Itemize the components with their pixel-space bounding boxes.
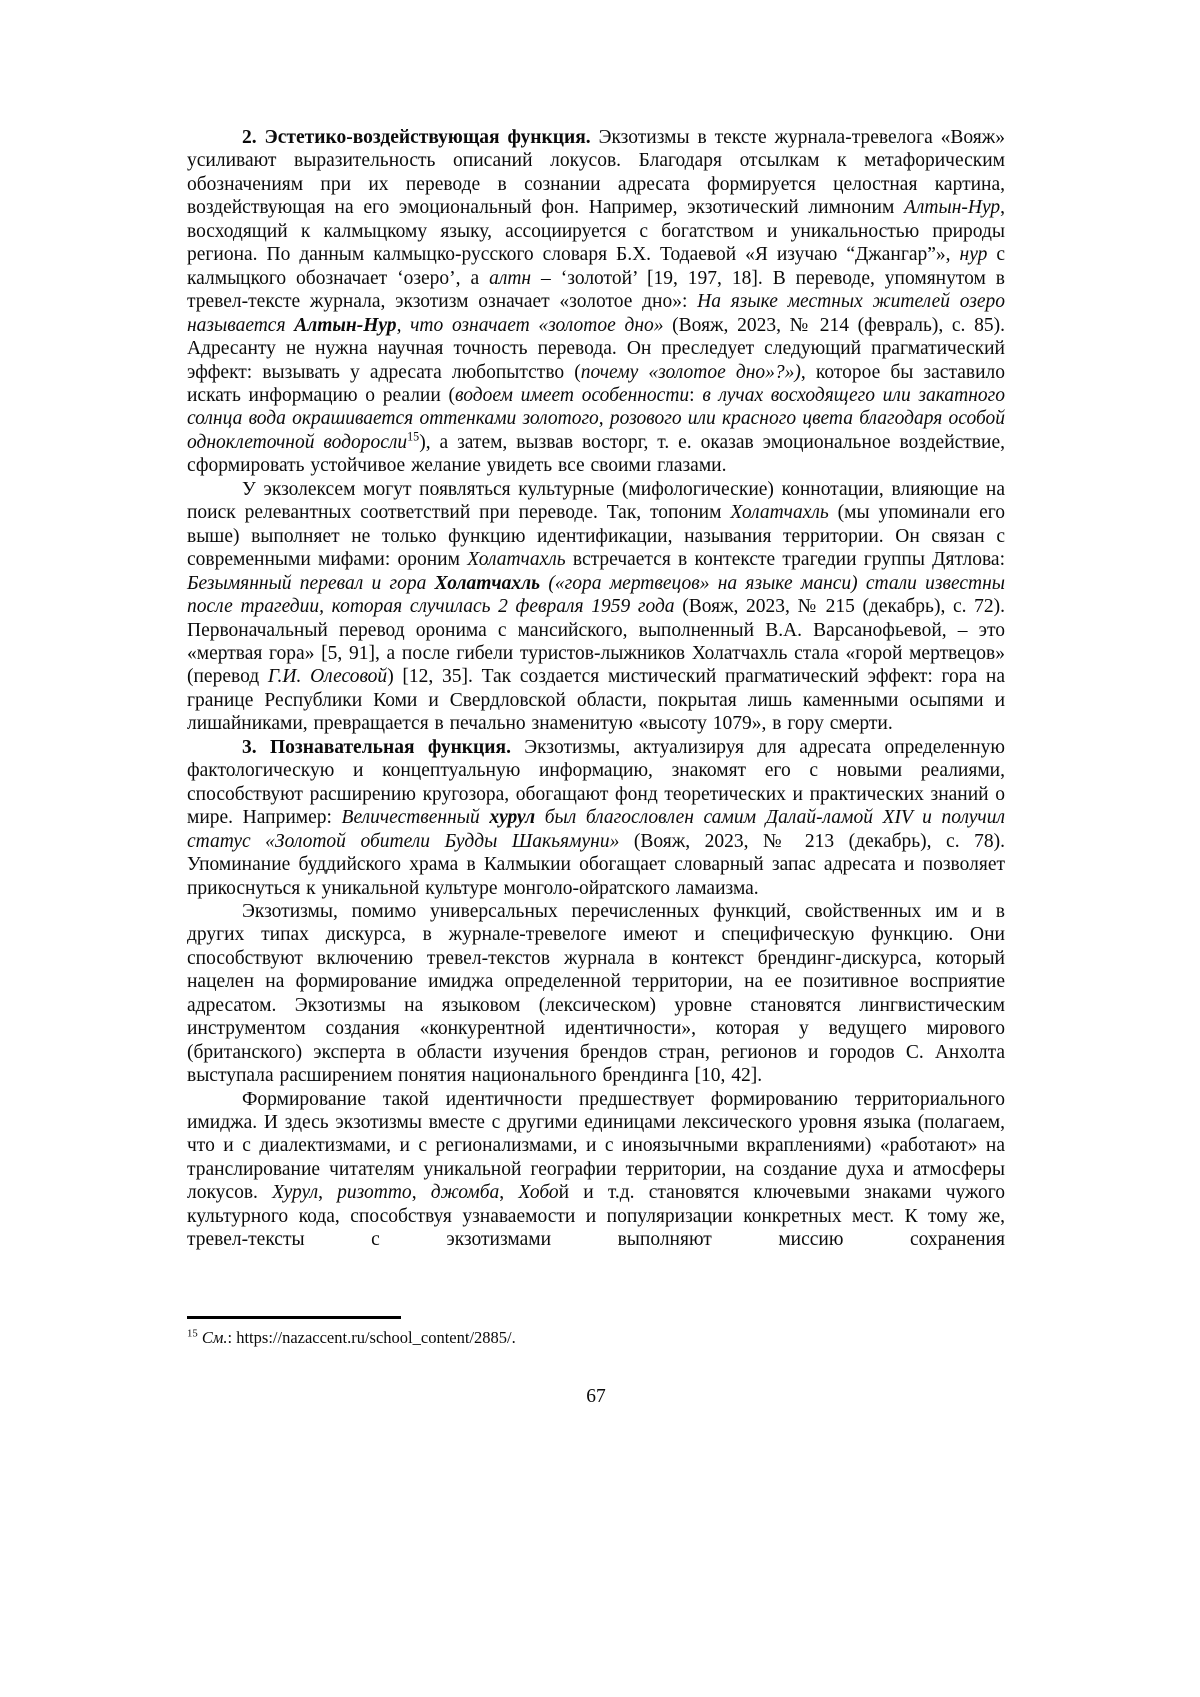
text-segment: Безымянный перевал и гора: [187, 572, 435, 594]
footnote-separator: [187, 1316, 401, 1319]
text-segment: (Вояж, 2023, № 213 (декабрь), с. 78). Упоминание буддийского храма в Калмыкии обогащает словарный запас адресата и позволяет прикоснуться к уникальной культуре монголо-ойратского ламаизма.: [187, 830, 1005, 899]
para-specific-function: [187, 900, 1005, 1088]
text-segment: ,: [499, 1182, 519, 1204]
text-segment: У экзолексем могут появляться культурные (мифологические) коннотации, влияющие на поиск релевантных соответствий при переводе. Так, топоним: [187, 478, 1005, 524]
text-segment: , что означает «золотое дно»: [396, 314, 664, 336]
footnote-reference: 15: [407, 429, 420, 444]
text-segment: На языке местных жителей озеро называется: [187, 291, 1005, 336]
text-segment: – ‘золотой’ [19, 197, 18]. В переводе, упомянутом в тревел-тексте журнала, экзотизм означает «золотое дно»:: [187, 267, 1005, 313]
text-segment: ), а затем, вызвав восторг, т. е. оказав эмоциональное воздействие, сформировать устойчивое желание увидеть все своими глазами.: [187, 431, 1005, 477]
para-aesthetic-function: [187, 126, 1005, 478]
text-segment: Холатчахль: [730, 502, 829, 524]
text-segment: ,: [411, 1182, 431, 1204]
text-segment: был благословлен самим Далай-ламой XIV и получил статус «Золотой обители Будды Шакьямуни»: [187, 807, 1005, 852]
text-segment: почему «золотое дно»?»): [580, 361, 801, 383]
text-segment: джомба: [430, 1182, 500, 1204]
footnote: [187, 1328, 1005, 1348]
text-segment: (Вояж, 2023, № 214 (февраль), с. 85). Адресанту не нужна научная точность перевода. Он преследует следующий прагматический эффект: вызывать у адресата любопытство (: [187, 314, 1005, 383]
text-segment: Экзотизмы, актуализируя для адресата определенную фактологическую и концептуальную информацию, знакомят его с новыми реалиями, способствуют расширению кругозора, обогащают фонд теоретических и практических знаний о мире. Например:: [187, 736, 1005, 829]
text-segment: алтн: [489, 267, 532, 289]
text-segment: (мы упоминали его выше) выполняет не только функцию идентификации, называния территории. Он связан с современными мифами: ороним: [187, 502, 1006, 571]
text-segment: ризотто: [337, 1182, 412, 1204]
text-segment: :: [689, 384, 703, 406]
text-segment: («гора мертвецов» на языке манси) стали известны после трагедии, которая случилась 2 февраля 1959 года: [187, 572, 1005, 618]
text-segment: нур: [959, 244, 988, 266]
text-segment: Экзотизмы в тексте журнала-тревелога «Вояж» усиливают выразительность описаний локусов. Благодаря отсылкам к метафорическим обозначениям при их переводе в сознании адресата формируется целостная картина, воздействующая на его эмоциональный фон. Например, экзотический лимноним: [187, 127, 1005, 219]
footnote-area: [187, 1316, 1005, 1348]
text-segment: Г.И. Олесовой: [267, 666, 388, 688]
para-exolexemes-connotations: [187, 478, 1005, 736]
text-segment: й и т.д. становятся ключевыми знаками чужого культурного кода, способствуя узнаваемости и популяризации конкретных мест. К тому же, тревел-тексты с экзотизмами выполняют миссию сохранения: [187, 1182, 1006, 1251]
footnote-see-label: См.: [201, 1328, 228, 1347]
text-segment: хурул: [489, 807, 536, 829]
para-territorial-image: [187, 1088, 1005, 1252]
footnote-marker: 15: [187, 1327, 198, 1340]
text-segment: Хурул: [272, 1182, 319, 1204]
text-segment: 2. Эстетико-воздействующая функция.: [242, 127, 599, 148]
text-segment: в лучах восходящего или закатного солнца вода окрашивается оттенками золотого, розового или красного цвета благодаря особой одноклеточной водоросли: [187, 384, 1006, 453]
page-number: 67: [586, 1386, 606, 1407]
text-segment: с калмыцкого обозначает ‘озеро’, а: [187, 244, 1006, 289]
text-segment: Холатчахль: [434, 572, 541, 594]
text-segment: 3. Познавательная функция.: [242, 736, 525, 758]
text-segment: Алтын-Нур: [294, 314, 397, 336]
text-segment: Холатчахль: [467, 549, 566, 571]
text-segment: Экзотизмы, помимо универсальных перечисленных функций, свойственных им и в других типах дискурса, в журнале-тревелоге имеют и специфическую функцию. Они способствуют включению тревел-текстов журнала в контекст брендинг-дискурса, который нацелен на формирование имиджа определенной территории, на ее позитивное восприятие адресатом. Экзотизмы на языковом (лексическом) уровне становятся лингвистическим инструментом создания «конкурентной идентичности», которая у ведущего мирового (британского) эксперта в области изучения брендов стран, регионов и городов С. Анхолта выступала расширением понятия национального брендинга [10, 42].: [187, 900, 1005, 1087]
text-segment: ,: [318, 1182, 338, 1204]
document-body: [187, 126, 1005, 1252]
text-segment: Величественный: [341, 807, 490, 829]
text-segment: Формирование такой идентичности предшествует формированию территориального имиджа. И здесь экзотизмы вместе с другими единицами лексического уровня языка (полагаем, что и с диалектизмами, и с регионализмами, и с иноязычными вкраплениями) «работают» на транслирование читателям уникальной географии территории, на создание духа и атмосферы локусов.: [187, 1088, 1005, 1204]
text-segment: Алтын-Нур: [904, 197, 1001, 219]
text-segment: , которое бы заставило искать информацию о реалии (: [187, 361, 1005, 406]
text-segment: Хобо: [518, 1182, 559, 1204]
text-segment: ) [12, 35]. Так создается мистический прагматический эффект: гора на границе Республики Коми и Свердловской области, покрытая лишь каменными осыпями и лишайниками, превращается в печально знаменитую «высоту 1079», в гору смерти.: [187, 666, 1005, 735]
para-cognitive-function: [187, 736, 1005, 900]
footnote-url-text: : https://nazaccent.ru/school_content/2885/.: [227, 1328, 516, 1347]
text-segment: (Вояж, 2023, № 215 (декабрь), с. 72). Первоначальный перевод оронима с мансийского, выполненный В.А. Варсанофьевой, – это «мертвая гора» [5, 91], а после гибели туристов-лыжников Холатчахль стала «горой мертвецов» (перевод: [187, 596, 1005, 688]
text-segment: встречается в контексте трагедии группы Дятлова:: [565, 549, 1005, 571]
text-segment: водоем имеет особенности: [455, 384, 690, 406]
text-segment: , восходящий к калмыцкому языку, ассоциируется с богатством и уникальностью природы региона. По данным калмыцко-русского словаря Б.Х. Тодаевой «Я изучаю “Джангар”»,: [187, 197, 1005, 266]
